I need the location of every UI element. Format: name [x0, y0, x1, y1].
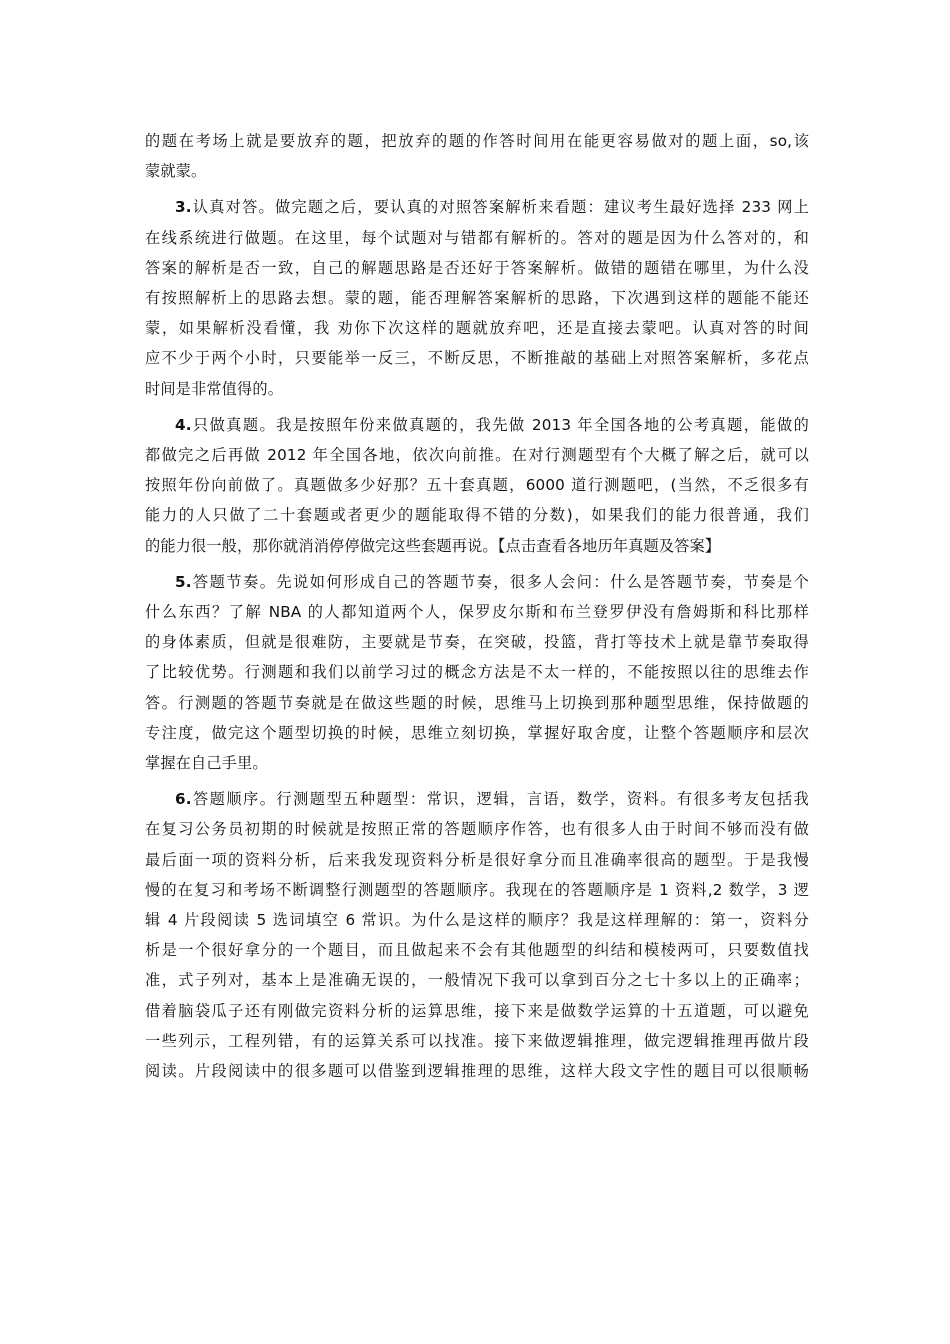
text-line: 辑 4 片段阅读 5 选词填空 6 常识。为什么是这样的顺序？我是这样理解的：第一，资料分 — [145, 911, 809, 930]
text-line: 时间是非常值得的。 — [145, 379, 284, 398]
paragraph-item-6 — [145, 784, 809, 1086]
text-line: 的题在考场上就是要放弃的题，把放弃的题的作答时间用在能更容易做对的题上面，so,该 — [145, 132, 809, 150]
text-run: 只做真题。我是按照年份来做真题的，我先做 2013 年全国各地的公考真题，能做的 — [191, 415, 809, 434]
text-line: 答。行测题的答题节奏就是在做这些题的时候，思维马上切换到那种题型思维，保持做题的 — [145, 693, 809, 712]
text-line: 都做完之后再做 2012 年全国各地，依次向前推。在对行测题型有个大概了解之后，就可以 — [145, 446, 809, 465]
text-line: 了比较优势。行测题和我们以前学习过的概念方法是不太一样的，不能按照以往的思维去作 — [145, 663, 809, 682]
item-number: 3. — [175, 198, 192, 217]
text-line-with-link[interactable]: 的能力很一般，那你就消消停停做完这些套题再说。【点击查看各地历年真题及答案】 — [145, 536, 721, 555]
text-line: 一些列示，工程列错，有的运算关系可以找准。接下来做逻辑推理，做完逻辑推理再做片段 — [145, 1031, 809, 1050]
item-number: 5. — [175, 572, 192, 591]
text-line: 蒙就蒙。 — [145, 162, 207, 181]
text-line — [145, 567, 809, 597]
text-line: 的身体素质，但就是很难防，主要就是节奏，在突破，投篮，背打等技术上就是靠节奏取得 — [145, 633, 809, 652]
text-line: 什么东西？了解 NBA 的人都知道两个人，保罗皮尔斯和布兰登罗伊没有詹姆斯和科比那样 — [145, 603, 809, 622]
text-line: 最后面一项的资料分析，后来我发现资料分析是很好拿分而且准确率很高的题型。于是我慢 — [145, 850, 809, 869]
text-line: 有按照解析上的思路去想。蒙的题，能否理解答案解析的思路，下次遇到这样的题能不能还 — [145, 289, 809, 308]
text-run: 答题节奏。先说如何形成自己的答题节奏，很多人会问：什么是答题节奏，节奏是个 — [191, 572, 809, 591]
text-line: 专注度，做完这个题型切换的时候，思维立刻切换，掌握好取舍度，让整个答题顺序和层次 — [145, 723, 809, 742]
text-line — [145, 784, 809, 814]
text-line: 能力的人只做了二十套题或者更少的题能取得不错的分数)，如果我们的能力很普通，我们 — [145, 506, 809, 525]
text-line: 在复习公务员初期的时候就是按照正常的答题顺序作答，也有很多人由于时间不够而没有做 — [145, 820, 809, 839]
text-run: 认真对答。做完题之后，要认真的对照答案解析来看题：建议考生最好选择 233 网上 — [191, 198, 809, 217]
text-line: 析是一个很好拿分的一个题目，而且做起来不会有其他题型的纠结和模棱两可，只要数值找 — [145, 941, 809, 960]
text-line: 准，式子列对，基本上是准确无误的，一般情况下我可以拿到百分之七十多以上的正确率； — [145, 971, 809, 990]
paragraph-item-4 — [145, 410, 809, 561]
text-line: 蒙，如果解析没看懂，我 劝你下次这样的题就放弃吧，还是直接去蒙吧。认真对答的时间 — [145, 319, 809, 338]
document-page — [145, 126, 809, 1086]
text-line: 答案的解析是否一致，自己的解题思路是否还好于答案解析。做错的题错在哪里，为什么没 — [145, 258, 809, 277]
text-line: 按照年份向前做了。真题做多少好那？五十套真题，6000 道行测题吧，(当然，不乏很多有 — [145, 476, 809, 495]
text-run: 答题顺序。行测题型五种题型：常识，逻辑，言语，数学，资料。有很多考友包括我 — [191, 790, 809, 809]
paragraph-item-5 — [145, 567, 809, 778]
item-number: 4. — [175, 415, 192, 434]
paragraph-item-3 — [145, 192, 809, 403]
text-line: 借着脑袋瓜子还有刚做完资料分析的运算思维，接下来是做数学运算的十五道题，可以避免 — [145, 1001, 809, 1020]
text-line: 阅读。片段阅读中的很多题可以借鉴到逻辑推理的思维，这样大段文字性的题目可以很顺畅 — [145, 1062, 809, 1081]
text-line — [145, 410, 809, 440]
text-line: 应不少于两个小时，只要能举一反三，不断反思，不断推敲的基础上对照答案解析，多花点 — [145, 349, 809, 368]
text-line: 掌握在自己手里。 — [145, 754, 268, 773]
text-line: 在线系统进行做题。在这里，每个试题对与错都有解析的。答对的题是因为什么答对的，和 — [145, 228, 809, 247]
text-line — [145, 192, 809, 222]
paragraph-continuation — [145, 126, 809, 186]
text-line: 慢的在复习和考场不断调整行测题型的答题顺序。我现在的答题顺序是 1 资料,2 数学，3 逻 — [145, 880, 809, 899]
item-number: 6. — [175, 790, 192, 809]
